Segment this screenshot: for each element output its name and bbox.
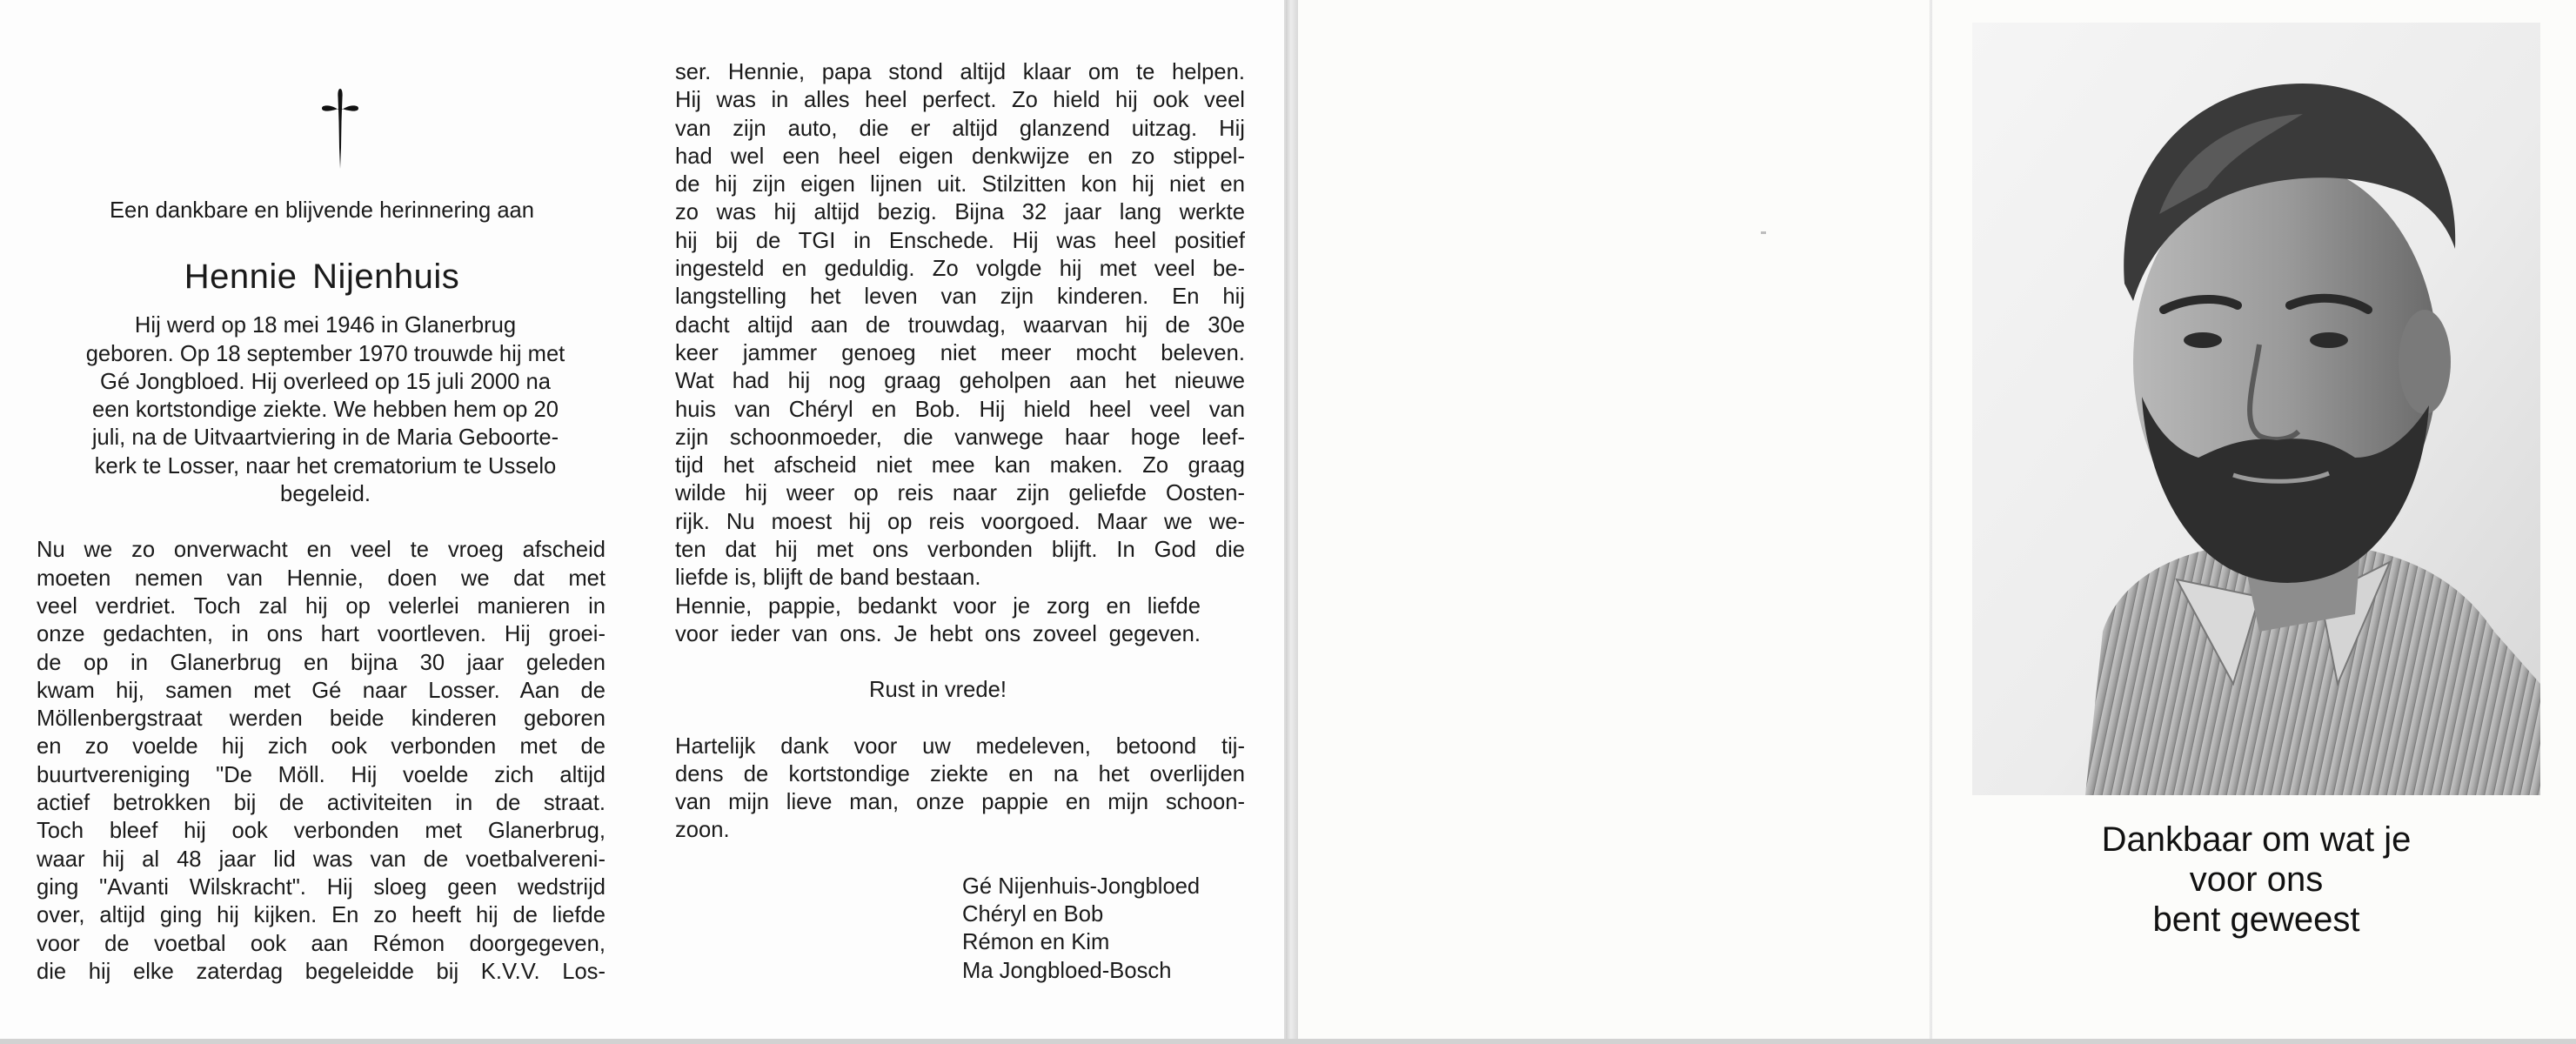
tribute-line: ten dat hij met ons verbonden blijft. In God die xyxy=(675,538,1245,563)
scan-bottom-edge xyxy=(0,1039,2576,1044)
tribute-line: Nu we zo onverwacht en veel te vroeg afscheid xyxy=(37,538,606,563)
bio-line: geboren. Op 18 september 1970 trouwde hij met xyxy=(85,341,565,366)
farewell-line: voor ieder van ons. Je hebt ons zoveel gegeven. xyxy=(675,621,1201,646)
farewell-paragraph xyxy=(675,592,1201,649)
signatures xyxy=(962,873,1245,985)
deceased-name: Hennie Nijenhuis xyxy=(184,258,460,297)
tribute-line: ser. Hennie, papa stond altijd klaar om te helpen. xyxy=(675,60,1245,84)
farewell-line: Hennie, pappie, bedankt voor je zorg en liefde xyxy=(675,593,1201,619)
scan-gap xyxy=(1286,0,1298,1044)
tribute-line: langstelling het leven van zijn kinderen. En hij xyxy=(675,284,1245,310)
tribute-line: kwam hij, samen met Gé naar Losser. Aan de xyxy=(37,678,606,703)
tribute-line: had wel een heel eigen denkwijze en zo stippel- xyxy=(675,144,1245,169)
portrait-photo xyxy=(1972,23,2540,795)
rest-in-peace: Rust in vrede! xyxy=(869,678,1007,703)
thanks-line: van mijn lieve man, onze pappie en mijn schoon- xyxy=(675,790,1245,815)
fold-line xyxy=(1930,0,1932,1039)
tribute-line: keer jammer genoeg niet meer mocht beleven. xyxy=(675,340,1245,365)
intro-line: Een dankbare en blijvende herinnering aan xyxy=(109,198,535,223)
bio-line: een kortstondige ziekte. We hebben hem op 20 xyxy=(92,398,559,423)
inner-spread xyxy=(0,0,1286,1039)
tribute-line: hij bij de TGI in Enschede. Hij was heel positief xyxy=(675,228,1245,253)
tribute-line: dacht altijd aan de trouwdag, waarvan hij de 30e xyxy=(675,312,1245,338)
tribute-line: Hij was in alles heel perfect. Zo hield hij ook veel xyxy=(675,88,1245,113)
signature-line: Ma Jongbloed-Bosch xyxy=(962,958,1172,983)
caption-line: voor ons xyxy=(2189,860,2324,899)
tribute-paragraph xyxy=(37,536,606,986)
thanks-line: Hartelijk dank voor uw medeleven, betoond tij- xyxy=(675,733,1245,759)
tribute-line: veel verdriet. Toch zal hij op velerlei manieren in xyxy=(37,593,606,619)
bio-line: Gé Jongbloed. Hij overleed op 15 juli 2000 na xyxy=(100,369,551,394)
tribute-line: Möllenbergstraat werden beide kinderen geboren xyxy=(37,706,606,732)
tribute-line: wilde hij weer op reis naar zijn geliefde Oosten- xyxy=(675,481,1245,506)
tribute-line: en zo voelde hij zich ook verbonden met de xyxy=(37,734,606,760)
tribute-line: onze gedachten, in ons hart voortleven. Hij groei- xyxy=(37,622,606,647)
caption-line: Dankbaar om wat je xyxy=(2101,820,2412,859)
bio-line: kerk te Losser, naar het crematorium te Usselo xyxy=(94,453,557,478)
tribute-line: voor de voetbal ook aan Rémon doorgegeven, xyxy=(37,931,606,956)
thanks-paragraph xyxy=(675,733,1245,845)
tribute-line: Wat had hij nog graag geholpen aan het nieuwe xyxy=(675,369,1245,394)
tribute-line: de hij zijn eigen lijnen uit. Stilzitten kon hij niet en xyxy=(675,172,1245,197)
tribute-line: moeten nemen van Hennie, doen we dat met xyxy=(37,566,606,591)
tribute-line: buurtvereniging "De Möll. Hij voelde zich altijd xyxy=(37,762,606,787)
bio-line: begeleid. xyxy=(280,482,371,507)
paper-speck xyxy=(1761,231,1766,234)
tribute-line: de op in Glanerbrug en bijna 30 jaar geleden xyxy=(37,650,606,675)
biography xyxy=(38,311,606,508)
cross-icon xyxy=(320,87,360,171)
tribute-line: waar hij al 48 jaar lid was van de voetbalvereni- xyxy=(37,847,606,872)
tribute-line: over, altijd ging hij kijken. En zo heeft hij de liefde xyxy=(37,903,606,928)
tribute-line: ging "Avanti Wilskracht". Hij sloeg geen wedstrijd xyxy=(37,874,606,900)
tribute-line: Toch bleef hij ook verbonden met Glanerbrug, xyxy=(37,819,606,844)
tribute-line: tijd het afscheid niet mee kan maken. Zo graag xyxy=(675,453,1245,478)
tribute-line: die hij elke zaterdag begeleidde bij K.V.V. Los- xyxy=(37,959,606,984)
tribute-line: rijk. Nu moest hij op reis voorgoed. Maar we we- xyxy=(675,509,1245,534)
tribute-line: zo was hij altijd bezig. Bijna 32 jaar lang werkte xyxy=(675,200,1245,225)
signature-line: Rémon en Kim xyxy=(962,930,1110,955)
tribute-line: ingesteld en geduldig. Zo volgde hij met veel be- xyxy=(675,257,1245,282)
thanks-line: dens de kortstondige ziekte en na het overlijden xyxy=(675,761,1245,786)
right-column xyxy=(675,58,1245,985)
tribute-line: zijn schoonmoeder, die vanwege haar hoge leef- xyxy=(675,425,1245,450)
tribute-continued xyxy=(675,58,1245,592)
caption-line: bent geweest xyxy=(2152,900,2360,939)
signature-line: Gé Nijenhuis-Jongbloed xyxy=(962,873,1201,899)
tribute-line: huis van Chéryl en Bob. Hij hield heel veel van xyxy=(675,397,1245,422)
tribute-line: van zijn auto, die er altijd glanzend uitzag. Hij xyxy=(675,116,1245,141)
tribute-line: actief betrokken bij de activiteiten in de straat. xyxy=(37,791,606,816)
left-column xyxy=(38,87,606,986)
bio-line: Hij werd op 18 mei 1946 in Glanerbrug xyxy=(134,313,517,338)
thanks-line: zoon. xyxy=(675,818,730,843)
bio-line: juli, na de Uitvaartviering in de Maria Geboorte- xyxy=(91,425,559,451)
tribute-line: liefde is, blijft de band bestaan. xyxy=(675,566,981,591)
signature-line: Chéryl en Bob xyxy=(962,902,1104,927)
photo-caption xyxy=(1972,820,2540,940)
